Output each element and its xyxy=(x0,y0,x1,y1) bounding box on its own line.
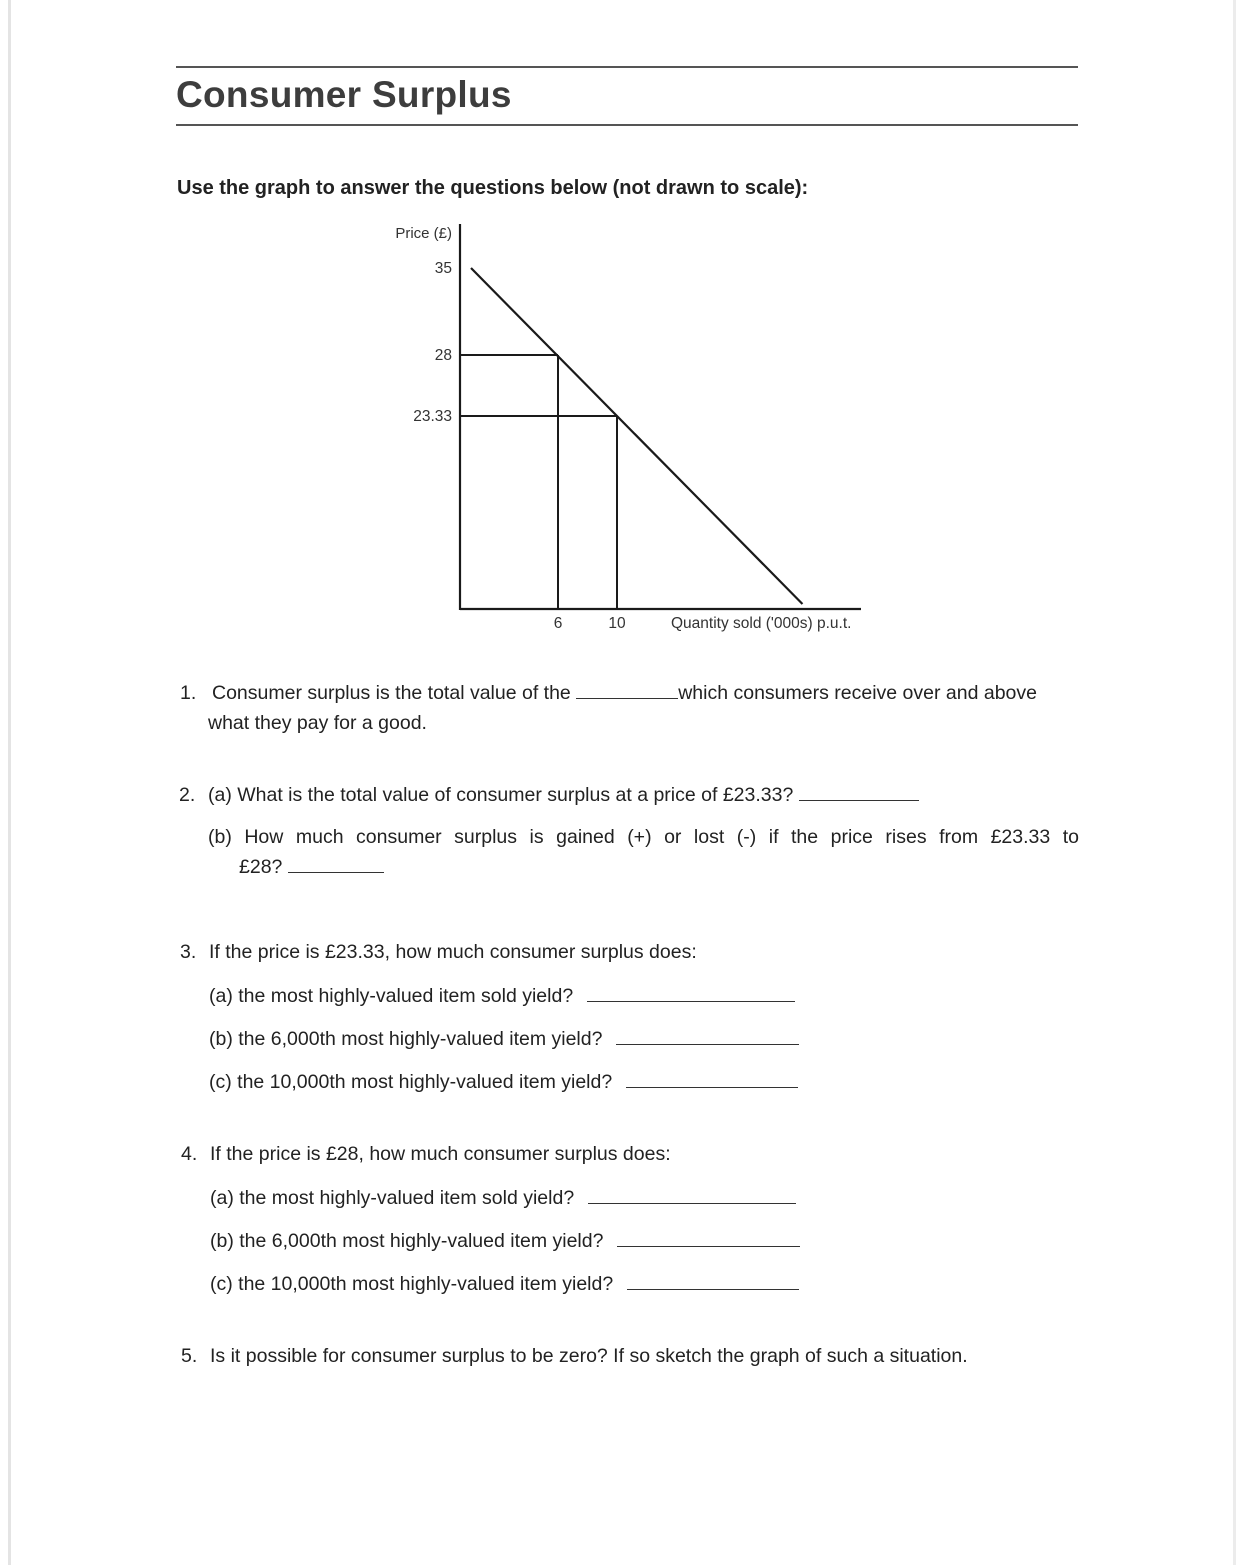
y-tick-label: 23.33 xyxy=(413,408,452,425)
page-edge-left xyxy=(8,0,11,1565)
page-title: Consumer Surplus xyxy=(176,74,512,115)
answer-blank-4a[interactable] xyxy=(588,1183,796,1204)
question-1-text-after: which consumers receive over and above xyxy=(678,682,1037,704)
question-4a xyxy=(210,1183,796,1213)
answer-blank-3a[interactable] xyxy=(587,981,795,1002)
question-2a-text: (a) What is the total value of consumer surplus at a price of £23.33? xyxy=(208,784,794,806)
question-1 xyxy=(180,678,1037,708)
question-number: 5. xyxy=(181,1345,198,1367)
answer-blank-4c[interactable] xyxy=(627,1269,799,1290)
x-tick-label: 10 xyxy=(608,615,626,632)
question-5-text: Is it possible for consumer surplus to be zero? If so sketch the graph of such a situation. xyxy=(210,1345,968,1367)
question-4a-text: (a) the most highly-valued item sold yield? xyxy=(210,1187,575,1209)
question-4-stem: If the price is £28, how much consumer surplus does: xyxy=(210,1143,671,1165)
answer-blank-2a[interactable] xyxy=(799,780,919,801)
question-2a xyxy=(179,780,919,810)
page-edge-right xyxy=(1233,0,1236,1565)
y-tick-label: 28 xyxy=(434,347,452,364)
question-1-line-2: what they pay for a good. xyxy=(208,712,427,734)
question-4c-text: (c) the 10,000th most highly-valued item yield? xyxy=(210,1273,614,1295)
question-number: 2. xyxy=(179,784,196,806)
answer-blank-4b[interactable] xyxy=(617,1226,800,1247)
x-axis-label: Quantity sold ('000s) p.u.t. xyxy=(671,615,852,632)
instructions: Use the graph to answer the questions below (not drawn to scale): xyxy=(177,177,809,199)
question-3c-text: (c) the 10,000th most highly-valued item yield? xyxy=(209,1071,613,1093)
question-number: 3. xyxy=(180,941,197,963)
answer-blank-2b[interactable] xyxy=(288,852,384,873)
question-3a-text: (a) the most highly-valued item sold yield? xyxy=(209,985,574,1007)
question-3c xyxy=(209,1067,798,1097)
demand-curve xyxy=(471,268,802,604)
question-2b-line-2 xyxy=(239,852,384,882)
question-4 xyxy=(181,1139,671,1169)
question-3a xyxy=(209,981,795,1011)
question-3b-text: (b) the 6,000th most highly-valued item yield? xyxy=(209,1028,603,1050)
title-rule-top xyxy=(176,66,1078,68)
question-5 xyxy=(181,1341,968,1371)
answer-blank-1[interactable] xyxy=(576,678,678,699)
title-rule-bottom xyxy=(176,124,1078,126)
answer-blank-3b[interactable] xyxy=(616,1024,799,1045)
answer-blank-3c[interactable] xyxy=(626,1067,798,1088)
question-3 xyxy=(180,937,697,967)
question-2b-text: £28? xyxy=(239,856,283,878)
question-2b-line-1: (b) How much consumer surplus is gained (+) or lost (-) if the price rises from £23.33 to xyxy=(208,826,1079,848)
question-4b xyxy=(210,1226,800,1256)
y-axis-label: Price (£) xyxy=(395,225,452,242)
question-4b-text: (b) the 6,000th most highly-valued item yield? xyxy=(210,1230,604,1252)
demand-chart xyxy=(380,218,880,638)
question-1-text-before: Consumer surplus is the total value of the xyxy=(212,682,571,704)
question-4c xyxy=(210,1269,799,1299)
y-tick-label: 35 xyxy=(434,260,452,277)
question-3b xyxy=(209,1024,799,1054)
question-number: 4. xyxy=(181,1143,198,1165)
question-number: 1. xyxy=(180,682,197,704)
question-3-stem: If the price is £23.33, how much consumer surplus does: xyxy=(209,941,697,963)
x-tick-label: 6 xyxy=(553,615,563,632)
